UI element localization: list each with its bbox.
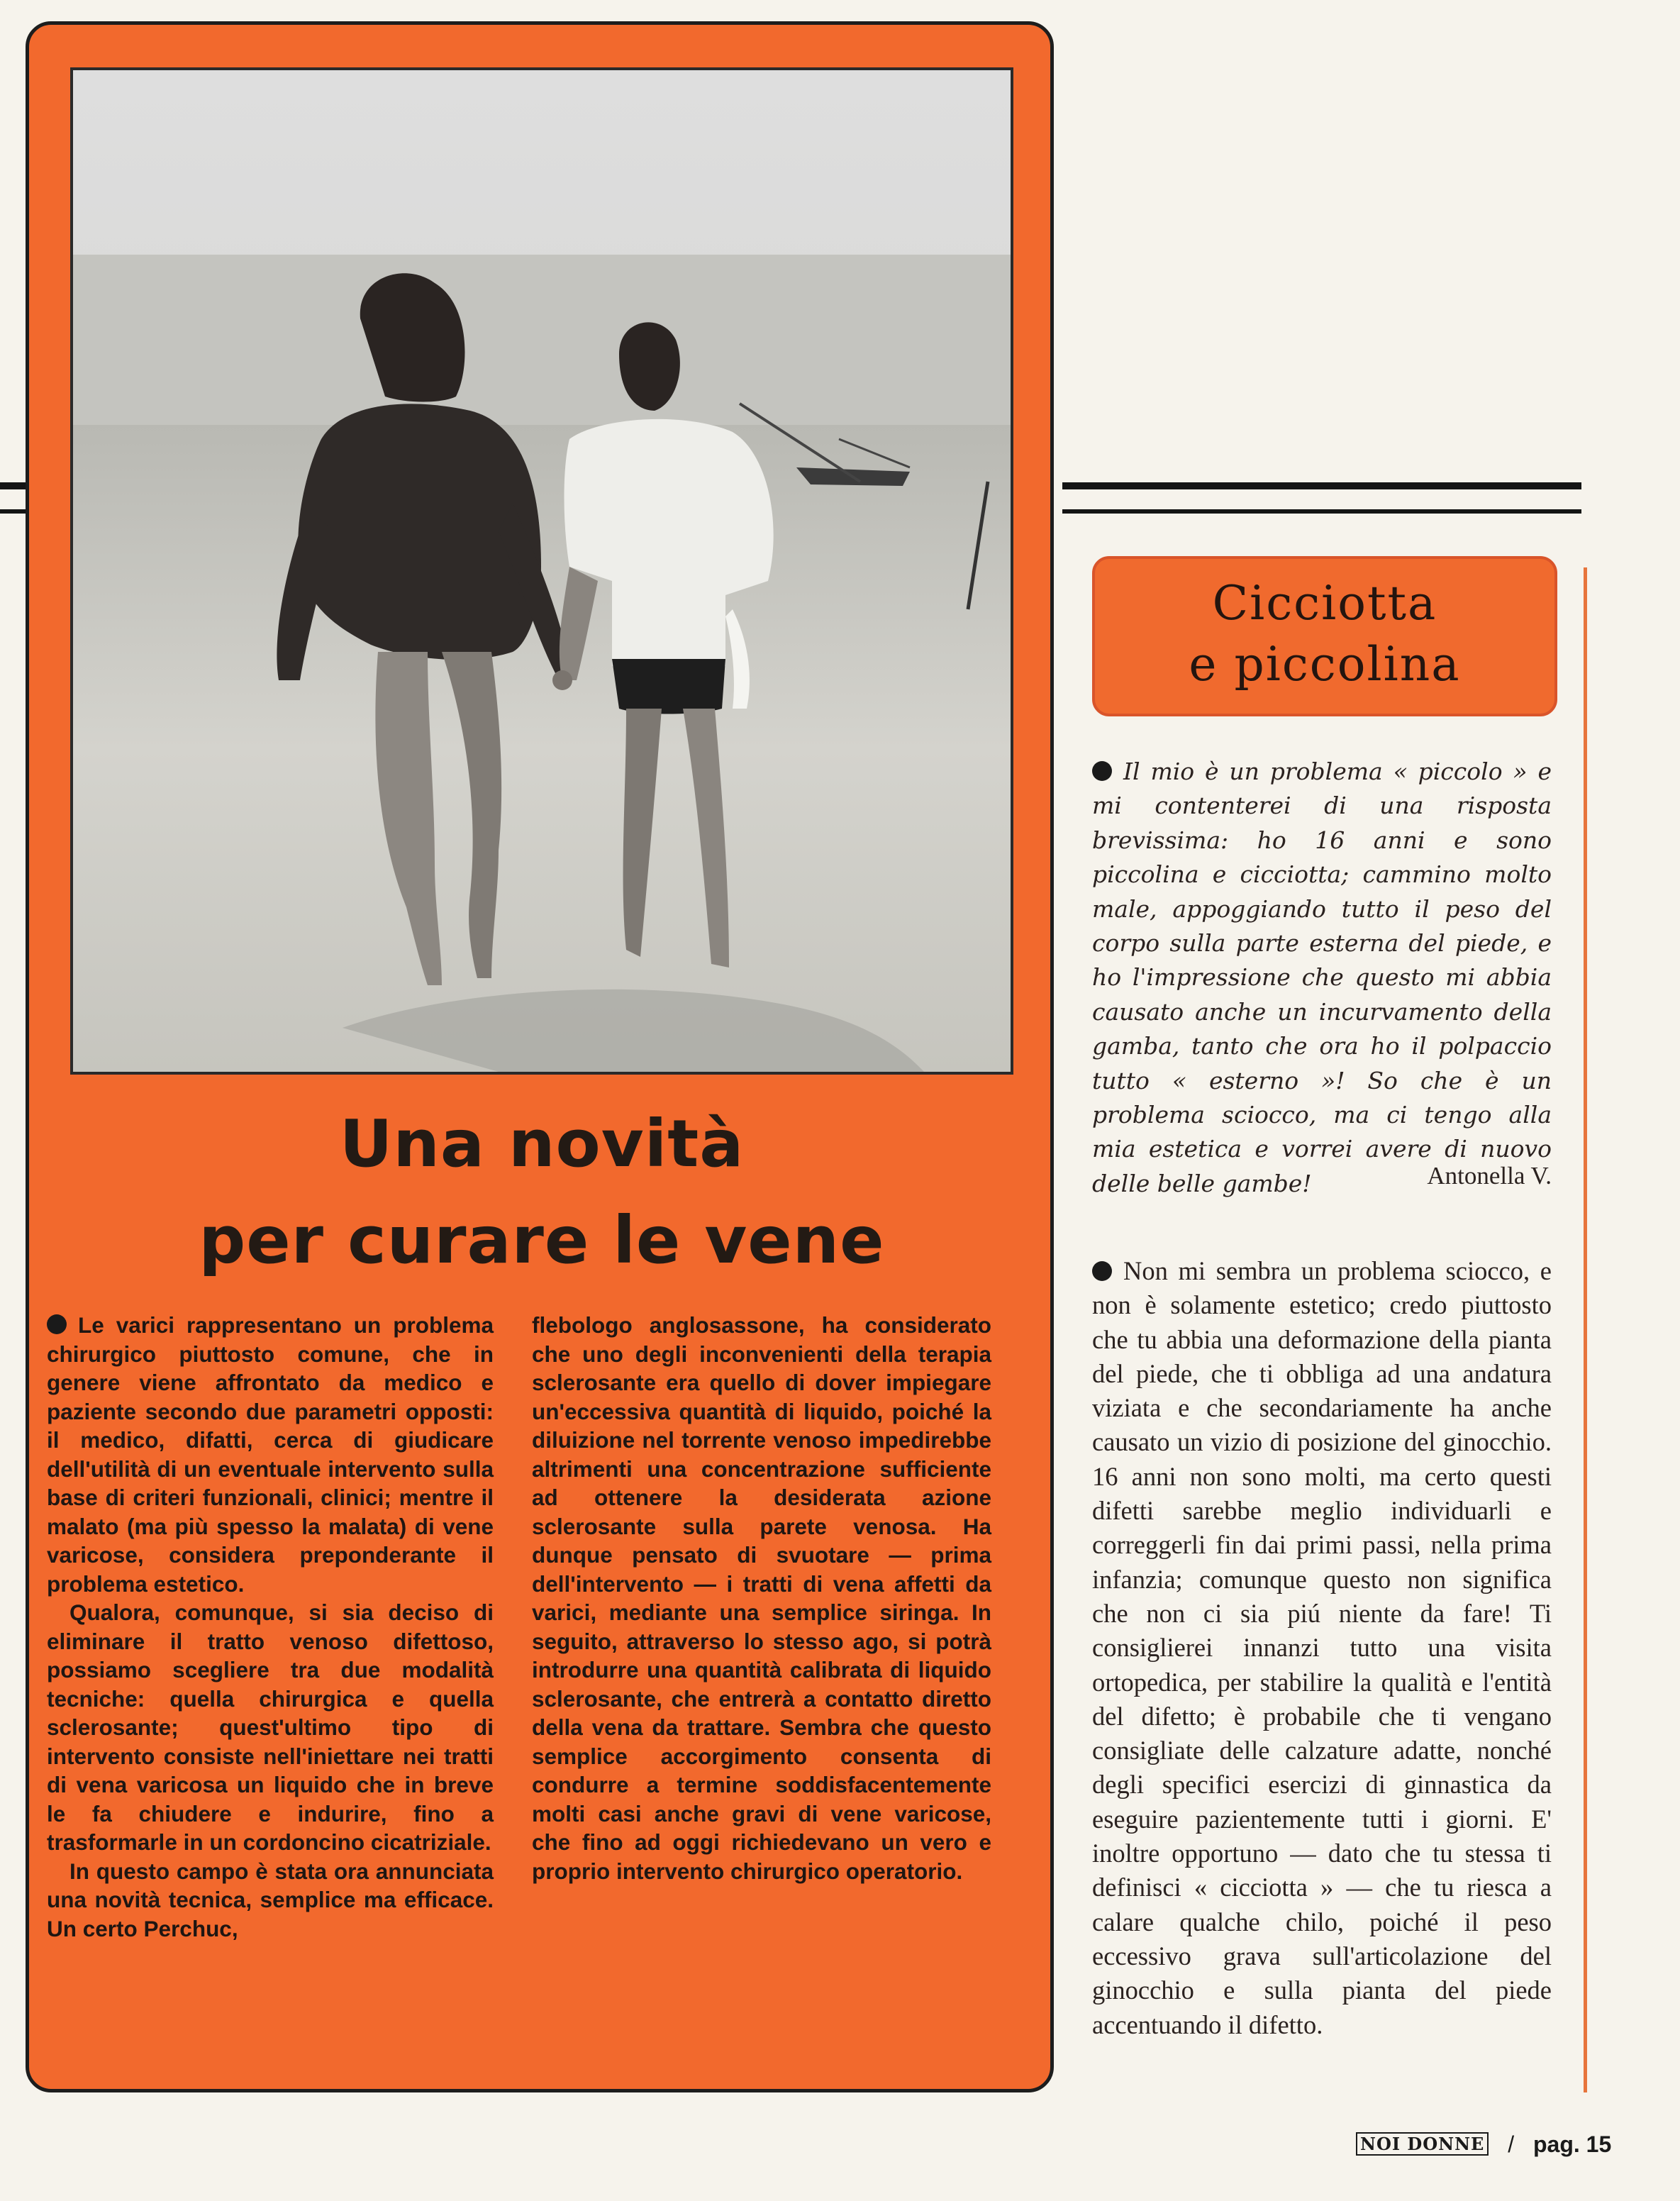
article-column-1 <box>47 1311 494 1943</box>
beach-couple-photo-icon <box>73 70 1011 1072</box>
sidebar-title-box <box>1092 556 1557 716</box>
article-paragraph: Le varici rappresentano un problema chirurgico piuttosto comune, che in genere viene affrontato da medico e paziente secondo due parametri opposti: il medico, difatti, cerca di giudicare dell'utilità di un eventuale intervento sulla base di criteri funzionali, clinici; mentre il malato (ma più spesso la malata) di vene varicose, considera preponderante il problema estetico. <box>47 1312 494 1597</box>
left-rule <box>0 482 28 514</box>
sidebar-title-line-1: Cicciotta <box>1212 576 1437 631</box>
sidebar-title-line-2: e piccolina <box>1189 637 1461 692</box>
article-paragraph: flebologo anglosassone, ha considerato che uno degli inconvenienti della terapia sclerosante era quello di dover impiegare un'eccessiva quantità di liquido, poiché la diluizione nel torrente venoso impedirebbe altrimenti una concentrazione sufficiente ad ottenere la desiderata azione sclerosante sulla parete venosa. Ha dunque pensato di svuotare — prima dell'intervento — i tratti di vena affetti da varici, mediante una semplice siringa. In seguito, attraverso lo stesso ago, si potrà introdurre una quantità calibrata di liquido sclerosante, che entrerà a contatto diretto della vena da trattare. Sembra che questo semplice accorgimento consenta di condurre a termine soddisfacentemente molti casi anche gravi di vene varicose, che fino ad oggi richiedevano un vero e proprio intervento chirurgico operatorio. <box>532 1312 991 1884</box>
article-paragraph: Qualora, comunque, si sia deciso di eliminare il tratto venoso difettoso, possiamo scegliere tra due modalità tecniche: quella chirurgica e quella sclerosante; quest'ultimo tipo di intervento consiste nell'iniettare nei tratti di vena varicosa un liquido che in breve le fa chiudere e indurire, fino a trasformarle in un cordoncino cicatriziale. <box>47 1600 494 1855</box>
letter-signature: Antonella V. <box>1427 1162 1552 1190</box>
page-number: 15 <box>1586 2131 1612 2157</box>
article-headline <box>70 1096 1013 1289</box>
bullet-icon <box>1092 761 1112 781</box>
doctor-answer: Non mi sembra un problema sciocco, e non è solamente estetico; credo piuttosto che tu abbia una deformazione della pianta del piede, che ti obbliga ad una andatura viziata e che secondariamente ha anche causato un vizio di posizione del ginocchio. 16 anni non sono molti, ma certo questi difetti sarebbe meglio individuarli e correggerli fin dai primi passi, nella prima infanzia; comunque questo non significa che non ci sia piú niente da fare! Ti consiglierei innanzi tutto una visita ortopedica, per stabilire la qualità e l'entità del difetto; è probabile che ti vengano consigliate delle calzature adatte, nonché degli specifici esercizi di ginnastica da eseguire pazientemente tutti i giorni. E' inoltre opportuno — dato che tu stessa ti definisci « cicciotta » — che tu riesca a calare qualche chilo, poiché il peso eccessivo grava sull'articolazione del ginocchio e sulla pianta del piede accentuando il difetto. <box>1092 1256 1552 2039</box>
article-paragraph: In questo campo è stata ora annunciata una novità tecnica, semplice ma efficace. Un certo Perchuc, <box>47 1858 494 1941</box>
right-rule-bar <box>1062 482 1581 514</box>
article-column-2 <box>532 1311 991 1885</box>
bullet-icon <box>47 1314 67 1334</box>
magazine-logo: NOI DONNE <box>1356 2132 1489 2156</box>
vertical-rule <box>1584 567 1587 2092</box>
reader-letter: Il mio è un problema « piccolo » e mi contenterei di una risposta brevissima: ho 16 anni e sono piccolina e cicciotta; cammino molto male, appoggiando tutto il peso del corpo sulla parte esterna del piede, e ho l'impressione che questo mi abbia causato anche un incurvamento della gamba, tanto che ora ho il polpaccio tutto « esterno »! So che è un problema sciocco, ma ci tengo alla mia estetica e vorrei avere di nuovo delle belle gambe! <box>1092 758 1552 1197</box>
page-footer <box>1356 2131 1612 2160</box>
headline-line-2: per curare le vene <box>199 1202 885 1278</box>
footer-separator: / <box>1508 2131 1515 2157</box>
bullet-icon <box>1092 1261 1112 1281</box>
page-label: pag. <box>1532 2131 1580 2157</box>
beach-couple-photo <box>70 67 1013 1075</box>
headline-line-1: Una novità <box>339 1106 745 1182</box>
